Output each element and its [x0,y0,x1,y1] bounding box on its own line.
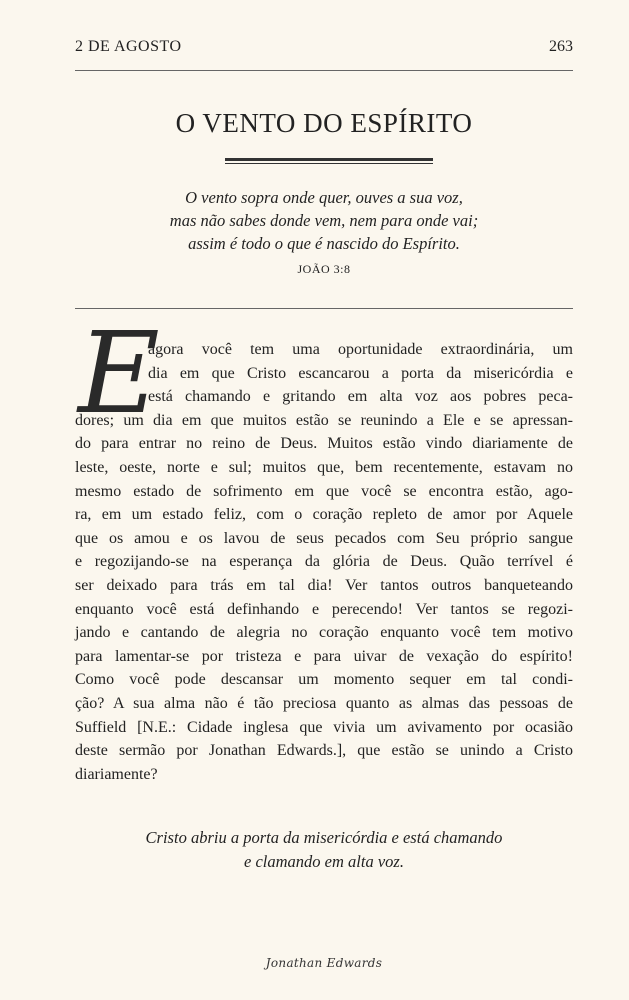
closing-quote [75,826,573,874]
body-line: jando e cantando de alegria no coração enquanto você tem motivo [75,624,573,642]
epigraph-line: mas não sabes donde vem, nem para onde vai; [169,211,479,230]
epigraph-line: assim é todo o que é nascido do Espírito. [188,234,460,253]
page-title: O VENTO DO ESPÍRITO [175,108,473,138]
body-line: deste sermão por Jonathan Edwards.], que estão se unindo a Cristo [75,742,573,760]
body-line: Como você pode descansar um momento sequer em tal condi- [75,671,573,689]
epigraph-line: O vento sopra onde quer, ouves a sua voz, [185,188,463,207]
body-line: para lamentar-se por tristeza e para uivar de vexação do espírito! [75,647,573,665]
header-divider [75,70,573,71]
body-line: enquanto você está definhando e perecendo! Ver tantos se regozi- [75,600,573,618]
page-header [75,38,573,60]
title-double-rule [225,158,433,166]
body-line: que os amou e os lavou de seus pecados com Seu próprio sangue [75,529,573,547]
body-line: ser deixado para trás em tal dia! Ver tantos outros banqueteando [75,576,573,594]
closing-line: Cristo abriu a porta da misericórdia e está chamando [145,828,503,847]
body-line: e regozijando-se na esperança da glória de Deus. Quão terrível é [75,553,573,571]
page-number: 263 [549,38,573,55]
body-line: ção? A sua alma não é tão preciosa quanto as almas das pessoas de [75,694,573,712]
body-line: mesmo estado de sofrimento em que você se encontra estão, ago- [75,482,573,500]
body-line: do para entrar no reino de Deus. Muitos estão vindo diariamente de [75,435,573,453]
epigraph [75,186,573,255]
body-line: Suffield [N.E.: Cidade inglesa que vivia um avivamento por ocasião [75,718,573,736]
body-line: ra, em um estado feliz, com o coração repleto de amor por Aquele [75,506,573,524]
body-line: diariamente? [75,765,158,783]
body-line: leste, oeste, norte e sul; muitos que, bem recentemente, estavam no [75,458,573,476]
header-date: 2 DE AGOSTO [75,38,182,55]
drop-cap: E [78,309,160,439]
scripture-reference: JOÃO 3:8 [297,262,351,276]
body-line: agora você tem uma oportunidade extraordinária, um [148,341,573,358]
author-signature: Jonathan Edwards [265,956,383,970]
body-line: dia em que Cristo escancarou a porta da misericórdia e [148,364,573,382]
closing-line: e clamando em alta voz. [244,852,404,871]
body-paragraph [75,338,573,786]
body-line: está chamando e gritando em alta voz aos pobres peca- [148,388,573,406]
body-line: dores; um dia em que muitos estão se reunindo a Ele e se apressan- [75,411,573,429]
